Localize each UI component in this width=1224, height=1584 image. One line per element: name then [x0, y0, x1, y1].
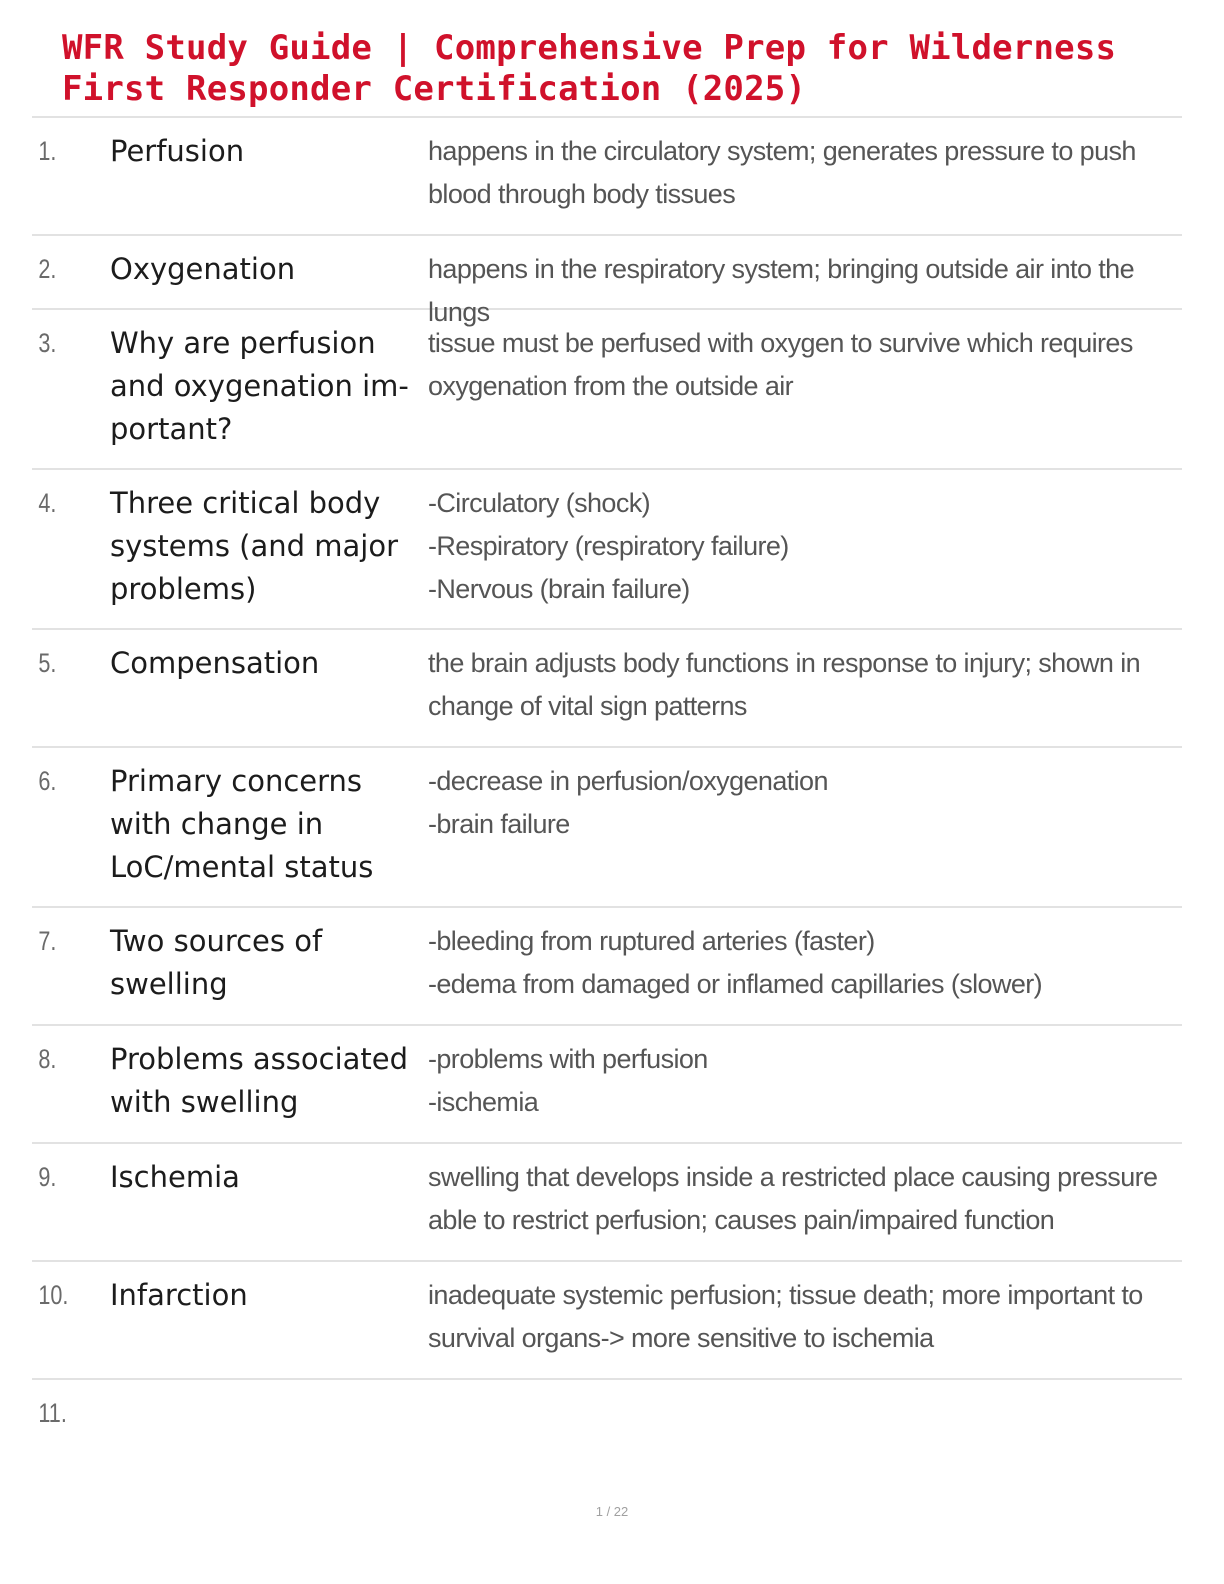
card-number: 2. [38, 254, 57, 284]
card-definition: -Circulatory (shock) -Respiratory (respiratory failure) -Nervous (brain failure) [428, 488, 789, 604]
card-term: Ischemia [110, 1160, 240, 1194]
flashcard-row [32, 908, 1182, 1026]
card-definition: happens in the circulatory system; generates pressure to push blood through body tissues [428, 136, 1136, 209]
flashcard-row [32, 1262, 1182, 1380]
card-term: Why are perfusion and oxygenation im-portant? [110, 326, 409, 446]
card-number: 5. [38, 648, 57, 678]
card-term: Problems associated with swelling [110, 1042, 409, 1119]
card-term: Two sources of swelling [110, 924, 323, 1001]
card-number: 7. [38, 926, 57, 956]
card-term: Oxygenation [110, 252, 296, 286]
card-number: 3. [38, 328, 57, 358]
card-term: Three critical body systems (and major problems) [110, 486, 399, 606]
flashcard-row [32, 118, 1182, 236]
card-definition: tissue must be perfused with oxygen to survive which requires oxygenation from the outside air [428, 328, 1133, 401]
card-definition: -problems with perfusion -ischemia [428, 1044, 708, 1117]
card-definition: -decrease in perfusion/oxygenation -brain failure [428, 766, 828, 839]
card-definition: -bleeding from ruptured arteries (faster) -edema from damaged or inflamed capillaries (slower) [428, 926, 1043, 999]
flashcard-row [32, 470, 1182, 630]
card-term: Compensation [110, 646, 320, 680]
card-term [110, 1392, 428, 1454]
flashcard-row [32, 310, 1182, 470]
card-definition: the brain adjusts body functions in response to injury; shown in change of vital sign patterns [428, 648, 1141, 721]
flashcard-row [32, 1380, 1182, 1454]
flashcard-row [32, 1144, 1182, 1262]
flashcard-row [32, 1026, 1182, 1144]
card-number: 1. [38, 136, 57, 166]
flashcard-list [32, 116, 1182, 1454]
page-number: 1 / 22 [595, 1504, 629, 1519]
card-number: 10. [38, 1280, 69, 1310]
card-term: Infarction [110, 1278, 248, 1312]
card-number: 9. [38, 1162, 57, 1192]
flashcard-row [32, 236, 1182, 327]
card-definition: inadequate systemic perfusion; tissue death; more important to survival organs-> more sensitive to ischemia [428, 1280, 1143, 1353]
card-term: Primary concerns with change in LoC/mental status [110, 764, 374, 884]
card-definition: happens in the respiratory system; bringing outside air into the lungs [428, 254, 1135, 327]
flashcard-row [32, 630, 1182, 748]
card-definition [428, 1392, 1182, 1454]
card-number: 6. [38, 766, 57, 796]
flashcard-row [32, 748, 1182, 908]
card-term: Perfusion [110, 134, 245, 168]
page-title: WFR Study Guide | Comprehensive Prep for Wilderness First Responder Certification (2025) [62, 28, 1117, 109]
card-number: 4. [38, 488, 57, 518]
card-definition: swelling that develops inside a restricted place causing pressure able to restrict perfusion; causes pain/impaired function [428, 1162, 1158, 1235]
card-number: 11. [38, 1398, 67, 1428]
card-number: 8. [38, 1044, 57, 1074]
